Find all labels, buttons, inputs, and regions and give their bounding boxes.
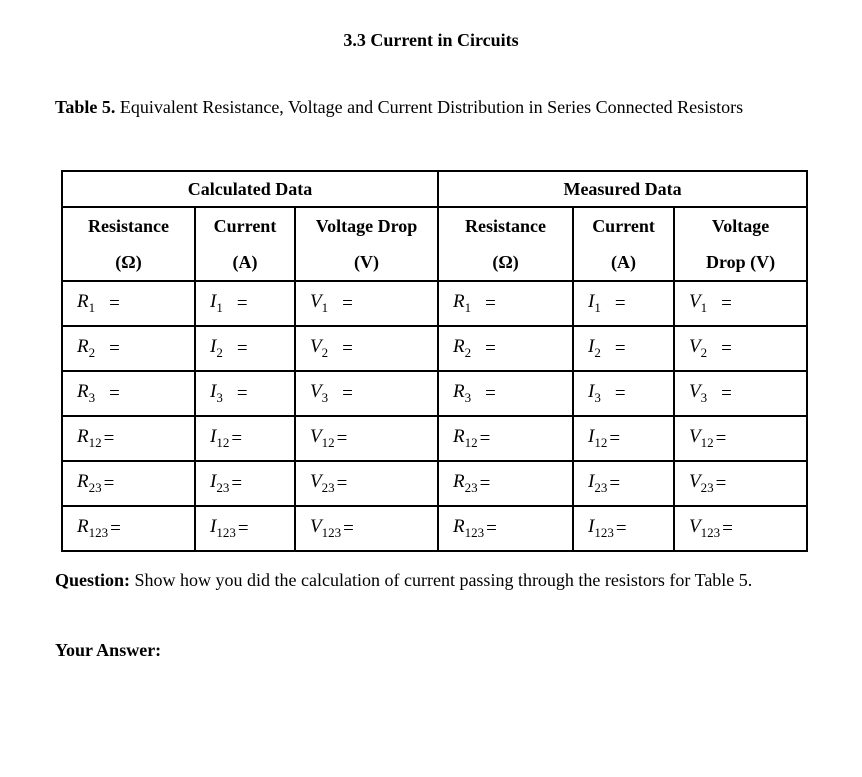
equals-sign: = [609, 427, 621, 449]
variable-symbol: $R_{23}$ [77, 471, 102, 495]
column-header-name: Current [213, 216, 277, 236]
column-header-unit: (A) [232, 252, 258, 272]
table-cell [438, 416, 573, 461]
equals-sign: = [342, 337, 353, 359]
column-header-unit: Drop (V) [705, 252, 776, 272]
variable-symbol: $V_1$ [310, 291, 329, 315]
table-cell [295, 326, 438, 371]
variable-symbol: $V_3$ [310, 381, 329, 405]
table-cell [195, 281, 295, 326]
table-cell [62, 416, 195, 461]
equals-sign: = [236, 292, 248, 314]
equals-sign: = [715, 427, 727, 449]
variable-symbol: $R_{12}$ [453, 426, 478, 450]
table-caption [55, 94, 815, 121]
variable-symbol: $V_2$ [310, 336, 329, 360]
variable-symbol: $I_{23}$ [588, 471, 608, 495]
equals-sign: = [485, 292, 496, 314]
variable-symbol: $R_{12}$ [77, 426, 102, 450]
variable-symbol: $R_1$ [453, 291, 472, 315]
data-table [61, 170, 808, 552]
table-cell [195, 506, 295, 551]
table-cell [438, 281, 573, 326]
variable-symbol: $I_{23}$ [210, 471, 230, 495]
equals-sign: = [109, 292, 120, 314]
variable-symbol: $I_3$ [588, 381, 601, 405]
table-cell [62, 461, 195, 506]
equals-sign: = [615, 517, 627, 539]
variable-symbol: $V_{12}$ [689, 426, 714, 450]
table-cell [674, 371, 807, 416]
table-cell [62, 371, 195, 416]
variable-symbol: $I_{123}$ [210, 516, 236, 540]
equals-sign: = [479, 427, 491, 449]
question-label: Question: [55, 570, 131, 590]
variable-symbol: $V_{123}$ [689, 516, 721, 540]
equals-sign: = [343, 517, 354, 539]
table-row [62, 506, 807, 551]
variable-symbol: $R_1$ [77, 291, 96, 315]
column-header-name: Current [592, 216, 655, 236]
equals-sign: = [231, 427, 243, 449]
table-cell [674, 461, 807, 506]
equals-sign: = [342, 292, 353, 314]
table-row [62, 371, 807, 416]
table-cell [295, 281, 438, 326]
table-cell [674, 281, 807, 326]
variable-symbol: $I_1$ [588, 291, 601, 315]
table-cell [674, 326, 807, 371]
equals-sign: = [237, 517, 249, 539]
table-cell [438, 371, 573, 416]
equals-sign: = [479, 472, 491, 494]
variable-symbol: $V_2$ [689, 336, 708, 360]
table-row [62, 416, 807, 461]
equals-sign: = [110, 517, 121, 539]
variable-symbol: $I_{123}$ [588, 516, 614, 540]
table-cell [674, 416, 807, 461]
column-header-name: Resistance [465, 216, 547, 236]
table-cell [195, 416, 295, 461]
caption-text: Equivalent Resistance, Voltage and Current Distribution in Series Connected Resistors [115, 97, 744, 117]
column-header-unit: (A) [611, 252, 637, 272]
table-cell [62, 281, 195, 326]
column-header-name: Voltage Drop [315, 216, 418, 236]
table-cell [195, 326, 295, 371]
variable-symbol: $V_{123}$ [310, 516, 342, 540]
variable-symbol: $I_3$ [210, 381, 223, 405]
variable-symbol: $R_3$ [453, 381, 472, 405]
column-header [62, 207, 195, 281]
equals-sign: = [231, 472, 243, 494]
variable-symbol: $R_2$ [77, 336, 96, 360]
column-header [438, 207, 573, 281]
table-cell [573, 371, 674, 416]
table-cell [674, 506, 807, 551]
equals-sign: = [614, 292, 626, 314]
table-cell [62, 506, 195, 551]
table-cell [573, 461, 674, 506]
question-text: Show how you did the calculation of current passing through the resistors for Table 5. [130, 570, 753, 590]
table-row [62, 281, 807, 326]
variable-symbol: $I_{12}$ [210, 426, 230, 450]
variable-symbol: $V_3$ [689, 381, 708, 405]
table-cell [295, 371, 438, 416]
table-cell [573, 416, 674, 461]
equals-sign: = [109, 382, 120, 404]
equals-sign: = [336, 427, 348, 449]
equals-sign: = [485, 382, 496, 404]
table-cell [438, 461, 573, 506]
equals-sign: = [103, 472, 115, 494]
table-cell [295, 461, 438, 506]
variable-symbol: $I_1$ [210, 291, 223, 315]
column-header [195, 207, 295, 281]
column-header-name: Resistance [88, 216, 169, 236]
column-header [573, 207, 674, 281]
table-cell [573, 326, 674, 371]
column-header-unit: (V) [354, 252, 380, 272]
table-cell [295, 506, 438, 551]
equals-sign: = [614, 382, 626, 404]
table-cell [573, 506, 674, 551]
table-cell [195, 371, 295, 416]
equals-sign: = [336, 472, 348, 494]
equals-sign: = [236, 337, 248, 359]
variable-symbol: $V_{23}$ [689, 471, 714, 495]
equals-sign: = [614, 337, 626, 359]
group-header-measured: Measured Data [438, 171, 807, 207]
table-cell [438, 326, 573, 371]
column-header-name: Voltage [711, 216, 770, 236]
variable-symbol: $I_{12}$ [588, 426, 608, 450]
equals-sign: = [609, 472, 621, 494]
group-header-calculated: Calculated Data [62, 171, 438, 207]
equals-sign: = [485, 337, 496, 359]
table-cell [195, 461, 295, 506]
equals-sign: = [721, 337, 732, 359]
section-title: 3.3 Current in Circuits [343, 30, 519, 50]
equals-sign: = [721, 382, 732, 404]
equals-sign: = [721, 292, 732, 314]
equals-sign: = [715, 472, 727, 494]
variable-symbol: $R_2$ [453, 336, 472, 360]
table-cell [438, 506, 573, 551]
variable-symbol: $I_2$ [210, 336, 223, 360]
variable-symbol: $R_{123}$ [77, 516, 109, 540]
equals-sign: = [486, 517, 497, 539]
answer-label: Your Answer: [55, 640, 162, 660]
caption-label: Table 5. [55, 97, 116, 117]
equals-sign: = [236, 382, 248, 404]
variable-symbol: $V_1$ [689, 291, 708, 315]
table-row [62, 461, 807, 506]
question [55, 567, 815, 594]
table-cell [62, 326, 195, 371]
equals-sign: = [103, 427, 115, 449]
variable-symbol: $R_3$ [77, 381, 96, 405]
equals-sign: = [722, 517, 733, 539]
table-cell [295, 416, 438, 461]
variable-symbol: $V_{12}$ [310, 426, 335, 450]
table-row [62, 326, 807, 371]
column-header [295, 207, 438, 281]
table-cell [573, 281, 674, 326]
variable-symbol: $R_{23}$ [453, 471, 478, 495]
column-header-unit: (Ω) [492, 252, 519, 272]
variable-symbol: $I_2$ [588, 336, 601, 360]
variable-symbol: $V_{23}$ [310, 471, 335, 495]
column-header-unit: (Ω) [115, 252, 142, 272]
equals-sign: = [109, 337, 120, 359]
equals-sign: = [342, 382, 353, 404]
variable-symbol: $R_{123}$ [453, 516, 485, 540]
column-header [674, 207, 807, 281]
